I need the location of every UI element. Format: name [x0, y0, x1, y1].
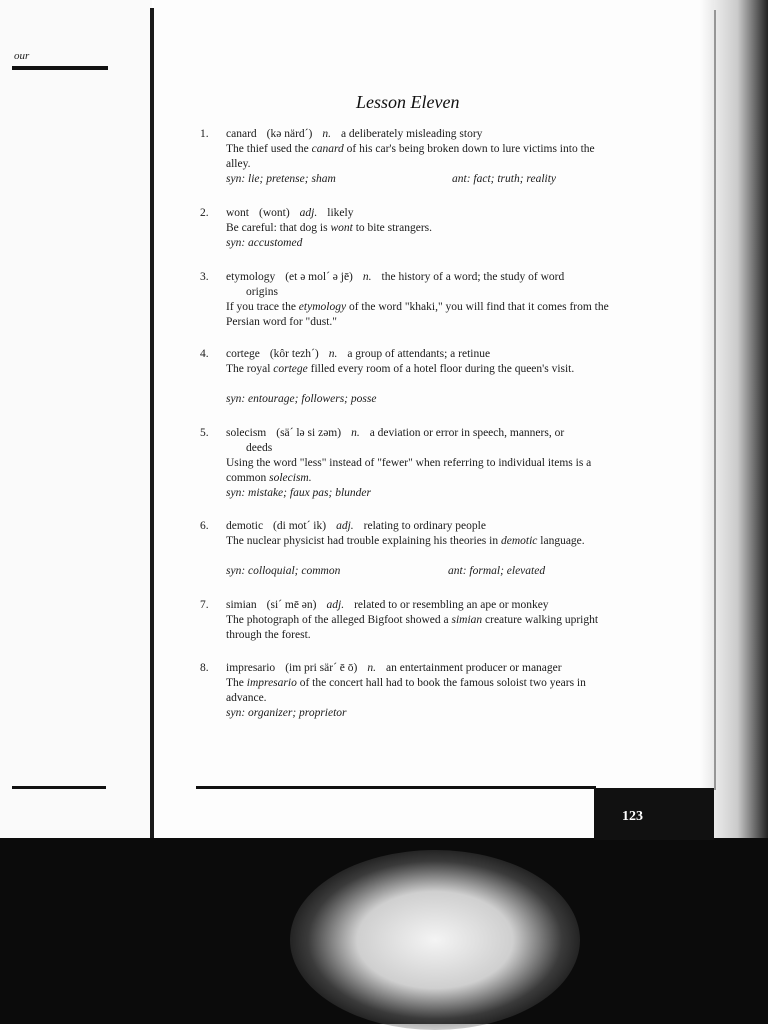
- sentence-text: The royal: [226, 363, 274, 375]
- entry-definition: relating to ordinary people: [363, 520, 486, 532]
- entry-synonyms: syn: mistake; faux pas; blunder: [226, 487, 371, 499]
- entry-definition: the history of a word; the study of word: [381, 271, 565, 283]
- entry-word: wont: [226, 207, 249, 219]
- entry-number: 6.: [200, 520, 209, 532]
- entry-part-of-speech: n.: [351, 427, 360, 439]
- entry-pronunciation: (si´ mē ən): [266, 599, 317, 611]
- lesson-title: Lesson Eleven: [356, 92, 460, 112]
- entry-headline: [226, 127, 482, 142]
- entry-word: cortege: [226, 348, 260, 360]
- entry-part-of-speech: adj.: [326, 599, 345, 611]
- entry-number: 1.: [200, 128, 209, 140]
- entry-pronunciation: (kə närd´): [266, 128, 313, 140]
- entry-definition: a deliberately misleading story: [340, 128, 483, 140]
- sentence-text: The nuclear physicist had trouble explaining his theories in: [226, 535, 501, 547]
- entry-definition-continued: origins: [246, 286, 278, 298]
- page-curl-shadow: [700, 0, 768, 840]
- entry-part-of-speech: n.: [367, 662, 376, 674]
- left-page: [0, 0, 152, 840]
- entry-word: canard: [226, 128, 257, 140]
- sentence-text: to bite strangers.: [352, 222, 433, 234]
- entry-number: 4.: [200, 348, 209, 360]
- sentence-keyword: etymology: [298, 301, 347, 313]
- sentence-text: The photograph of the alleged Bigfoot showed a: [226, 614, 452, 626]
- entry-word: demotic: [226, 520, 264, 532]
- entry-headline: [226, 347, 490, 362]
- sentence-text: The thief used the: [226, 143, 312, 155]
- sentence-keyword: demotic: [500, 535, 538, 547]
- entry-definition-continued: deeds: [246, 442, 273, 454]
- entry-part-of-speech: adj.: [299, 207, 318, 219]
- entry-headline: [226, 661, 562, 676]
- scanner-light-glare: [290, 850, 580, 1030]
- entry-pronunciation: (im pri sär´ ē ō): [285, 662, 358, 674]
- entry-example-sentence: [226, 362, 616, 377]
- sentence-text: of the word "khaki," you will find that it comes from the Persian word for "dust.": [226, 301, 609, 328]
- left-bottom-rule: [12, 786, 106, 789]
- sentence-text: Be careful: that dog is: [226, 222, 331, 234]
- entry-definition: related to or resembling an ape or monkey: [354, 599, 549, 611]
- entry-headline: [226, 426, 564, 441]
- entry-part-of-speech: n.: [328, 348, 338, 360]
- entry-example-sentence: [226, 142, 616, 172]
- entry-pronunciation: (sä´ lə si zəm): [276, 427, 342, 439]
- entry-synonyms: syn: entourage; followers; posse: [226, 393, 377, 405]
- entry-example-sentence: [226, 676, 616, 706]
- page-edge: [714, 10, 716, 790]
- sentence-text: The: [226, 677, 247, 689]
- entry-antonyms: ant: fact; truth; reality: [452, 173, 557, 185]
- entry-number: 7.: [200, 599, 209, 611]
- entry-number: 8.: [200, 662, 209, 674]
- entry-synonyms: syn: organizer; proprietor: [226, 707, 347, 719]
- entry-headline: [226, 598, 549, 613]
- left-running-head: our: [14, 50, 30, 62]
- entry-synonyms: syn: colloquial; common: [226, 565, 341, 577]
- sentence-text: of the concert hall had to book the famous soloist two years in advance.: [226, 677, 586, 704]
- sentence-text: of his car's being broken down to lure victims into the alley.: [226, 143, 595, 170]
- bottom-rule: [196, 786, 596, 789]
- entry-pronunciation: (wont): [259, 207, 290, 219]
- entry-headline: [226, 270, 564, 285]
- entry-definition: likely: [327, 207, 354, 219]
- entry-antonyms: ant: formal; elevated: [448, 565, 546, 577]
- entry-number: 2.: [200, 207, 209, 219]
- sentence-keyword: solecism.: [269, 472, 312, 484]
- entry-pronunciation: (di mot´ ik): [273, 520, 327, 532]
- entry-definition: an entertainment producer or manager: [385, 662, 562, 674]
- entry-pronunciation: (et ə mol´ ə jē): [285, 271, 353, 283]
- entry-number: 5.: [200, 427, 209, 439]
- entry-synonyms: syn: accustomed: [226, 237, 303, 249]
- sentence-text: If you trace the: [226, 301, 299, 313]
- entry-word: impresario: [226, 662, 276, 674]
- entry-example-sentence: [226, 300, 616, 330]
- entry-word: solecism: [226, 427, 267, 439]
- entry-headline: [226, 519, 486, 534]
- sentence-text: filled every room of a hotel floor during the queen's visit.: [307, 363, 575, 375]
- sentence-keyword: impresario: [246, 677, 297, 689]
- entry-number: 3.: [200, 271, 209, 283]
- entry-example-sentence: [226, 534, 616, 549]
- sentence-keyword: canard: [311, 143, 344, 155]
- entry-example-sentence: [226, 456, 616, 486]
- entry-example-sentence: [226, 613, 616, 643]
- sentence-keyword: cortege: [273, 363, 308, 375]
- sentence-text: creature walking upright through the forest.: [226, 614, 599, 641]
- entry-word: etymology: [226, 271, 276, 283]
- entry-example-sentence: [226, 221, 616, 236]
- sentence-text: Using the word "less" instead of "fewer" when referring to individual items is a common: [226, 457, 592, 484]
- entry-definition: a deviation or error in speech, manners, or: [369, 427, 565, 439]
- entry-part-of-speech: n.: [362, 271, 372, 283]
- entry-headline: [226, 206, 353, 221]
- entry-pronunciation: (kôr tezh´): [269, 348, 319, 360]
- entry-definition: a group of attendants; a retinue: [347, 348, 491, 360]
- entry-synonyms: syn: lie; pretense; sham: [226, 173, 336, 185]
- page-number: 123: [622, 809, 643, 824]
- sentence-keyword: wont: [330, 222, 353, 234]
- entry-word: simian: [226, 599, 257, 611]
- page-number-box: [594, 788, 714, 840]
- entry-part-of-speech: adj.: [336, 520, 354, 532]
- sentence-text: language.: [537, 535, 585, 547]
- sentence-keyword: simian: [451, 614, 483, 626]
- entry-part-of-speech: n.: [322, 128, 331, 140]
- left-top-rule: [12, 66, 108, 70]
